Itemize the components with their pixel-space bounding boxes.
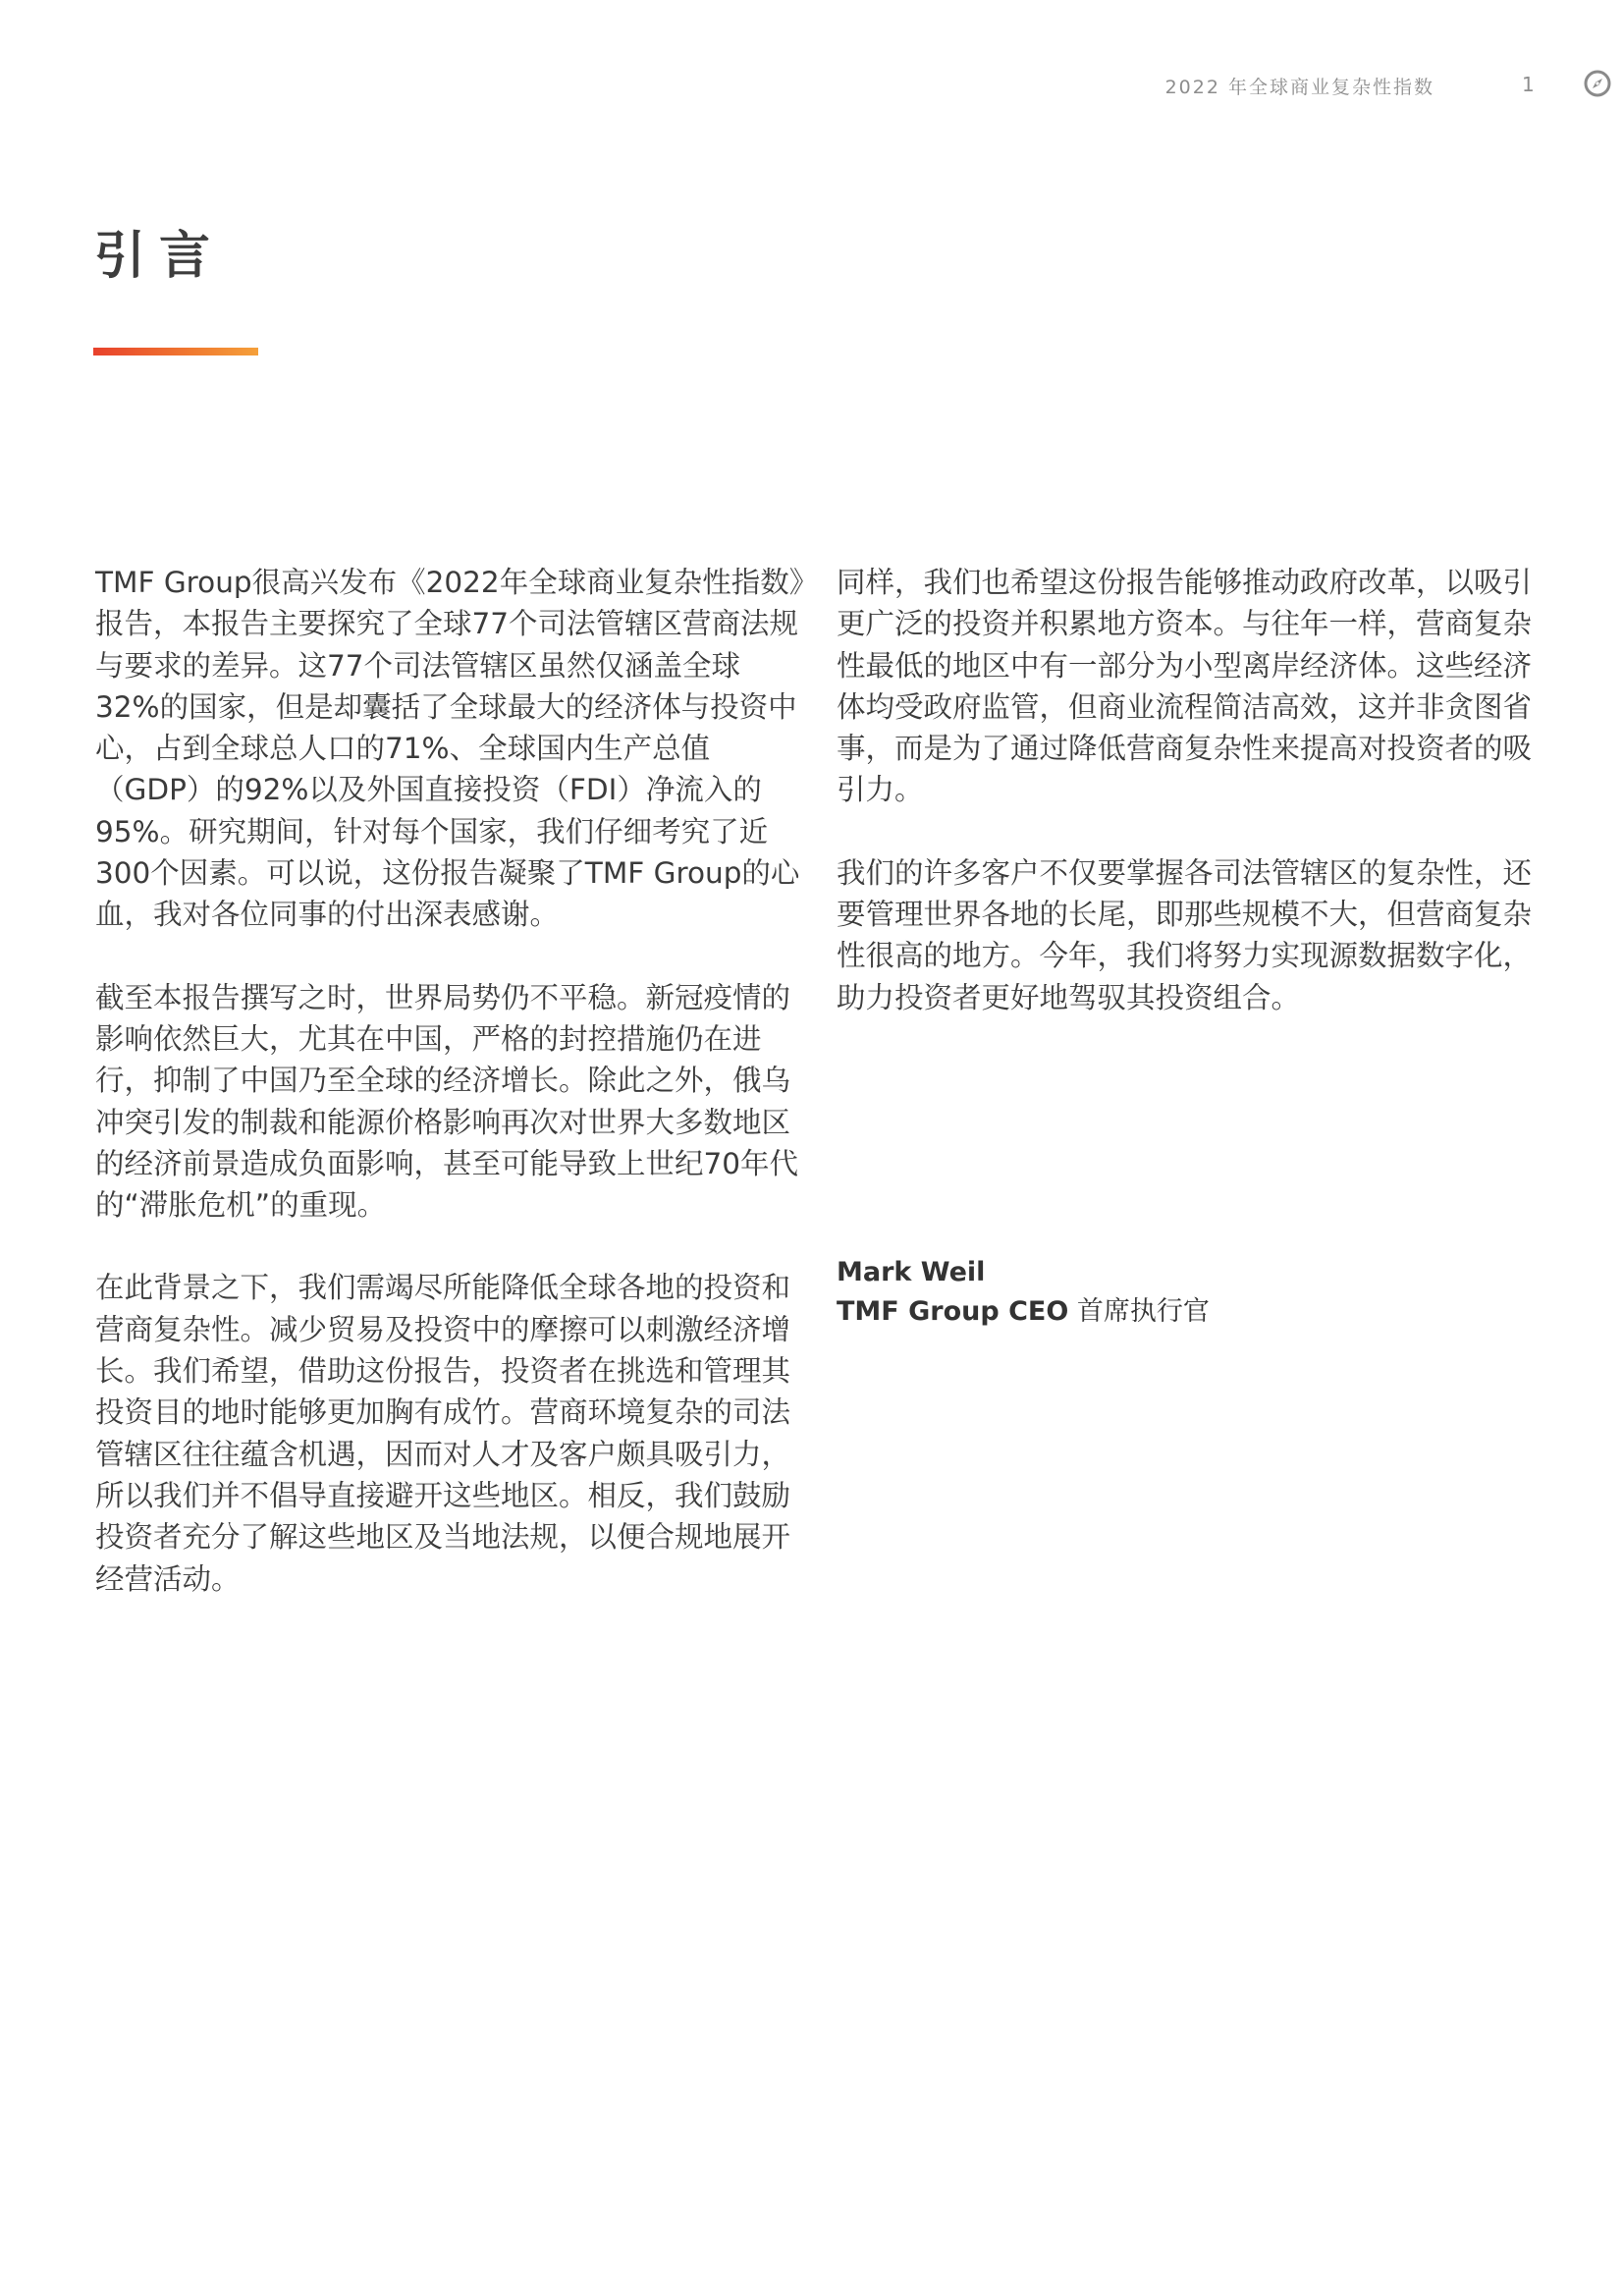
intro-paragraph-3: 在此背景之下，我们需竭尽所能降低全球各地的投资和营商复杂性。减少贸易及投资中的摩擦可以刺激经济增长。我们希望，借助这份报告，投资者在挑选和管理其投资目的地时能够更加胸有成竹。营商环境复杂的司法管辖区往往蕴含机遇，因而对人才及客户颇具吸引力，所以我们并不倡导直接避开这些地区。相反，我们鼓励投资者充分了解这些地区及当地法规，以便合规地展开经营活动。 (95, 1271, 791, 1596)
page-header (0, 69, 1623, 108)
report-title: 2022 年全球商业复杂性指数 (1164, 77, 1434, 98)
left-column (95, 562, 804, 1641)
signature-block (837, 1253, 1210, 1332)
signature-name: Mark Weil (837, 1257, 986, 1287)
intro-paragraph-2: 截至本报告撰写之时，世界局势仍不平稳。新冠疫情的影响依然巨大，尤其在中国，严格的封控措施仍在进行，抑制了中国乃至全球的经济增长。除此之外，俄乌冲突引发的制裁和能源价格影响再次对世界大多数地区的经济前景造成负面影响，甚至可能导致上世纪70年代的“滞胀危机”的重现。 (95, 980, 799, 1223)
signature-organization: TMF Group CEO (837, 1296, 1069, 1327)
right-column (837, 562, 1553, 1060)
signature-role: 首席执行官 (1076, 1296, 1210, 1327)
compass-icon (1583, 69, 1612, 98)
intro-paragraph-4: 同样，我们也希望这份报告能够推动政府改革，以吸引更广泛的投资并积累地方资本。与往年一样，营商复杂性最低的地区中有一部分为小型离岸经济体。这些经济体均受政府监管，但商业流程简洁高效，这并非贪图省事，而是为了通过降低营商复杂性来提高对投资者的吸引力。 (837, 566, 1533, 807)
intro-paragraph-1: TMF Group很高兴发布《2022年全球商业复杂性指数》报告，本报告主要探究了全球77个司法管辖区营商法规与要求的差异。这77个司法管辖区虽然仅涵盖全球32%的国家，但是却囊括了全球最大的经济体与投资中心，占到全球总人口的71%、全球国内生产总值（GDP）的92%以及外国直接投资（FDI）净流入的95%。研究期间，针对每个国家，我们仔细考究了近300个因素。可以说，这份报告凝聚了TMF Group的心血，我对各位同事的付出深表感谢。 (95, 566, 804, 932)
intro-paragraph-5: 我们的许多客户不仅要掌握各司法管辖区的复杂性，还要管理世界各地的长尾，即那些规模不大，但营商复杂性很高的地方。今年，我们将努力实现源数据数字化，助力投资者更好地驾驭其投资组合。 (837, 855, 1533, 1014)
title-accent-rule (93, 348, 258, 355)
page-title: 引言 (94, 227, 225, 286)
page-number: 1 (1522, 73, 1535, 96)
